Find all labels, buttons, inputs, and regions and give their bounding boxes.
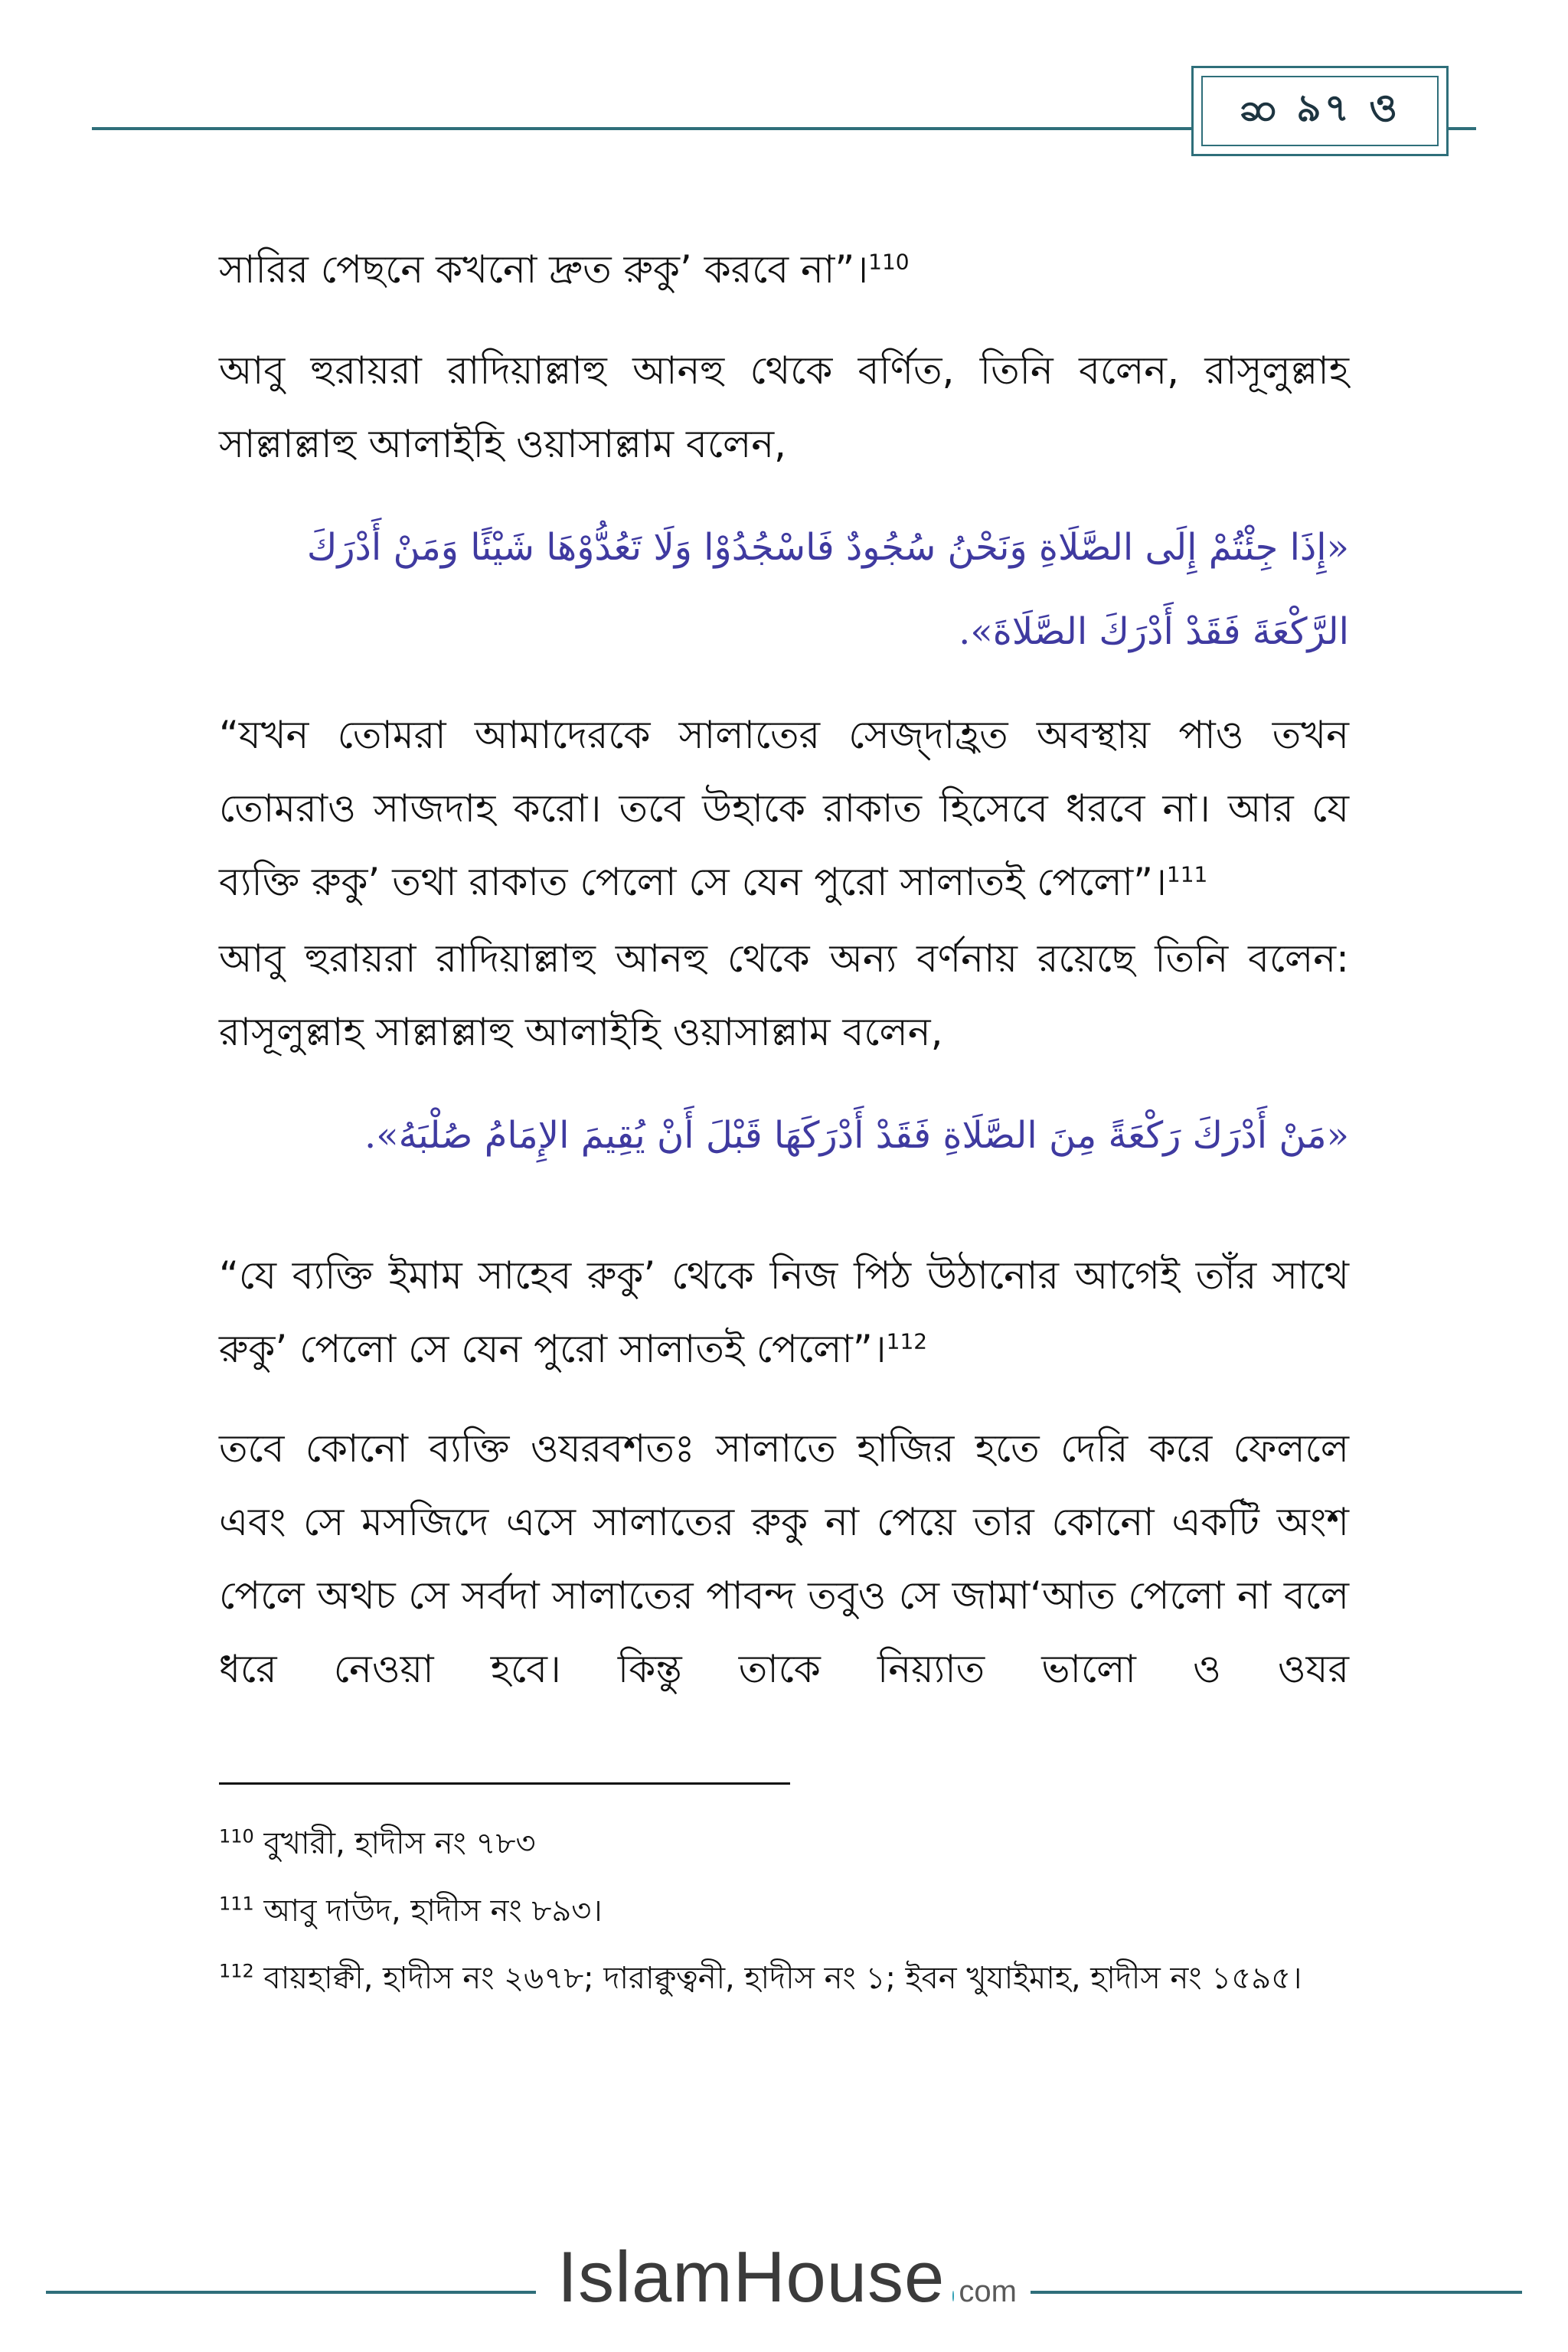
footer-rule-right [1031, 2291, 1522, 2294]
paragraph-3 [219, 698, 1349, 919]
footnote-112 [219, 1945, 1349, 2012]
footnote-text: বায়হাক্বী, হাদীস নং ২৬৭৮; দারাক্বুত্বনী, হাদীস নং ১; ইবন খুযাইমাহ, হাদীস নং ১৫৯৫। [263, 1961, 1302, 1996]
footnote-separator [219, 1782, 790, 1785]
footnote-number: 111 [219, 1893, 254, 1915]
paragraph-5-text: “যে ব্যক্তি ইমাম সাহেব রুকু’ থেকে নিজ পিঠ উঠানোর আগেই তাঁর সাথে রুকু’ পেলো সে যেন পুরো সালাতই পেলো”। [219, 1253, 1349, 1371]
arabic-hadith-2: «مَنْ أَدْرَكَ رَكْعَةً مِنَ الصَّلَاةِ فَقَدْ أَدْرَكَهَا قَبْلَ أَنْ يُقِيمَ الإِمَامُ صُلْبَهُ». [364, 1114, 1349, 1157]
page-number: ৯৭ [1296, 85, 1353, 130]
paragraph-2 [219, 334, 1349, 481]
paragraph-6 [219, 1412, 1349, 1706]
footer-rule-left [46, 2291, 536, 2294]
footnote-text: বুখারী, হাদীস নং ৭৮৩ [263, 1826, 536, 1861]
paragraph-5 [219, 1239, 1349, 1386]
footnote-text: আবু দাউদ, হাদীস নং ৮৯৩। [263, 1893, 603, 1929]
footnote-110 [219, 1810, 1349, 1877]
header-rule-right [1447, 127, 1476, 130]
header-rule-left [92, 127, 1194, 130]
logo-wordmark: IslamHouse [557, 2236, 946, 2317]
page-number-ornament-left: ဆ [1239, 84, 1280, 129]
footnote-111 [219, 1877, 1349, 1945]
paragraph-6-text: তবে কোনো ব্যক্তি ওযরবশতঃ সালাতে হাজির হতে দেরি করে ফেললে এবং সে মসজিদে এসে সালাতের রুকু না পেয়ে তার কোনো একটি অংশ পেলে অথচ সে সর্বদা সালাতের পাবন্দ তবুও সে জামা‘আত পেলো না বলে ধরে নেওয়া হবে। কিন্তু তাকে নিয়্যাত ভালো ও ওযর [219, 1426, 1349, 1691]
logo-dot-icon [952, 2291, 954, 2301]
paragraph-4-text: আবু হুরায়রা রাদিয়াল্লাহু আনহু থেকে অন্য বর্ণনায় রয়েছে তিনি বলেন: রাসূলুল্লাহ সাল্লাল্লাহু আলাইহি ওয়াসাল্লাম বলেন, [219, 936, 1349, 1054]
footnote-number: 110 [219, 1825, 254, 1847]
footnote-ref-110[interactable]: 110 [868, 249, 910, 275]
arabic-hadith-1: «إِذَا جِئْتُمْ إِلَى الصَّلَاةِ وَنَحْنُ سُجُودٌ فَاسْجُدُوْا وَلَا تَعُدُّوْهَا شَيْئًا وَمَنْ أَدْرَكَ الرَّكْعَةَ فَقَدْ أَدْرَكَ الصَّلَاةَ». [306, 526, 1349, 653]
footnote-ref-111[interactable]: 111 [1166, 861, 1208, 887]
footnote-number: 112 [219, 1960, 254, 1982]
logo-suffix: com [959, 2275, 1017, 2308]
page-number-ornament-right: ও [1369, 85, 1401, 130]
paragraph-1-text: সারির পেছনে কখনো দ্রুত রুকু’ করবে না”। [219, 247, 869, 292]
page-number-frame [1201, 76, 1439, 146]
footnote-ref-112[interactable]: 112 [886, 1328, 928, 1354]
paragraph-1 [219, 233, 1349, 306]
paragraph-2-text: আবু হুরায়রা রাদিয়াল্লাহু আনহু থেকে বর্ণিত, তিনি বলেন, রাসূলুল্লাহ সাল্লাল্লাহু আলাইহি ওয়াসাল্লাম বলেন, [219, 348, 1349, 466]
paragraph-4 [219, 922, 1349, 1069]
islamhouse-logo[interactable] [557, 2236, 1017, 2328]
page-number-box [1191, 66, 1449, 156]
paragraph-3-text: “যখন তোমরা আমাদেরকে সালাতের সেজ্দাহ্রত অবস্থায় পাও তখন তোমরাও সাজদাহ করো। তবে উহাকে রাকাত হিসেবে ধরবে না। আর যে ব্যক্তি রুকু’ তথা রাকাত পেলো সে যেন পুরো সালাতই পেলো”। [219, 713, 1349, 904]
